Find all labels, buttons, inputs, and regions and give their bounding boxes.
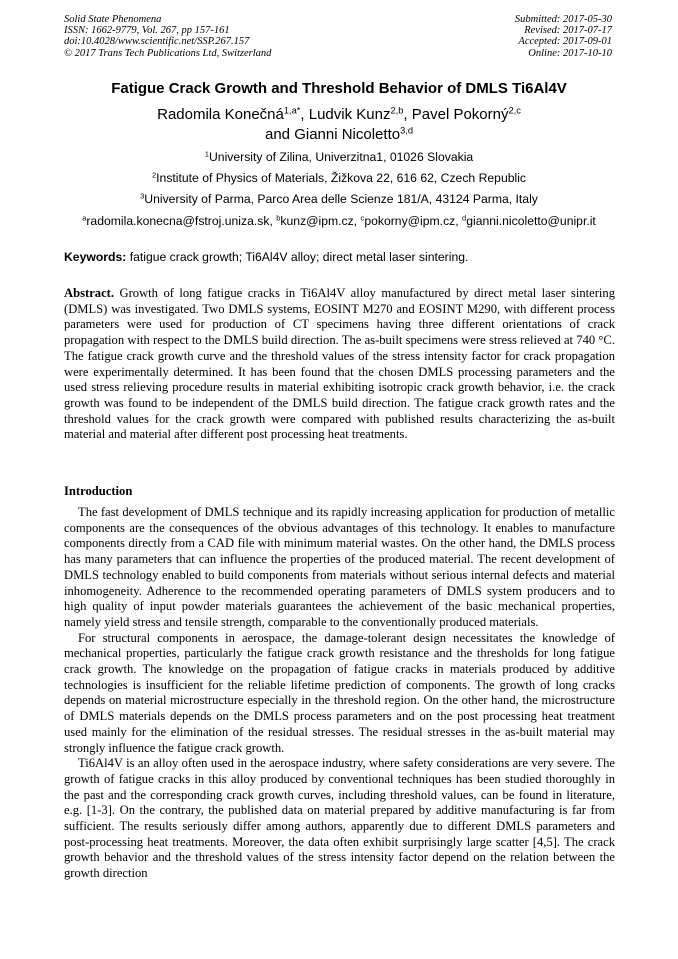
author-affiliation-mark: 2,c xyxy=(508,105,521,116)
online-date: Online: 2017-10-10 xyxy=(528,47,612,59)
journal-issn: ISSN: 1662-9779, Vol. 267, pp 157-161 xyxy=(64,25,230,37)
keywords xyxy=(64,250,620,264)
introduction-body xyxy=(64,505,615,882)
author-list: Radomila Konečná$^{1,a*}$, Ludvik Kunz$^{2,b}$, Pavel Pokorný$^{2,c}$ and Gianni Nicoletto$^{3,d}$ xyxy=(157,105,521,143)
keywords-text: fatigue crack growth; Ti6Al4V alloy; direct metal laser sintering. xyxy=(126,250,469,264)
section-heading-introduction: Introduction xyxy=(64,484,133,498)
email-link[interactable]: radomila.konecna@fstroj.uniza.sk, xyxy=(86,214,277,228)
journal-name: Solid State Phenomena xyxy=(64,14,162,25)
submitted-date: Submitted: 2017-05-30 xyxy=(514,14,612,25)
author-name: Ludvik Kunz xyxy=(308,106,391,123)
journal-doi: doi:10.4028/www.scientific.net/SSP.267.157 xyxy=(64,36,250,48)
author-name: Pavel Pokorný xyxy=(411,106,509,123)
paragraph: The fast development of DMLS technique and its rapidly increasing application for production of metallic components are the consequences of the obvious advantages of this technology. It enables to manufacture components directly from a CAD file with minimum material wastes. On the other hand, the DMLS process has many parameters that can influence the properties of the produced material. The recent development of DMLS technology enabled to build components from materials without serious internal defects and material inhomogeneity. Adherence to the recommended operating parameters of DMLS system producers and to high quality of input powder materials guarantees the achievement of the basic mechanical properties, namely yield stress and tensile strength, comparable to the conventionally produced materials. xyxy=(64,505,615,629)
paper-title: Fatigue Crack Growth and Threshold Behavior of DMLS Ti6Al4V xyxy=(111,80,567,97)
affiliation: $^2$Institute of Physics of Materials, Žižkova 22, 616 62, Czech Republic xyxy=(151,170,527,185)
email-link[interactable]: gianni.nicoletto@unipr.it xyxy=(466,214,596,228)
affiliation: $^3$University of Parma, Parco Area delle Scienze 181/A, 43124 Parma, Italy xyxy=(140,191,538,206)
revised-date: Revised: 2017-07-17 xyxy=(524,25,612,37)
journal-info xyxy=(64,14,271,59)
submission-dates xyxy=(515,14,612,59)
author-emails: $^a$radomila.konecna@fstroj.uniza.sk, $^b$kunz@ipm.cz, $^c$pokorny@ipm.cz, $^d$gianni.nicoletto@unipr.it xyxy=(82,213,596,228)
author-conjunction: and xyxy=(264,126,291,143)
paragraph: Ti6Al4V is an alloy often used in the aerospace industry, where safety considerations are very severe. The growth of fatigue cracks in this alloy produced by conventional techniques has been studied thoroughly in the past and the corresponding crack growth curves, including threshold values, can be found in literature, e.g. [1-3]. On the contrary, the published data on material prepared by additive manufacturing is far from sufficient. The results seriously differ among authors, apparently due to different DMLS parameters and post-processing heat treatments. Moreover, the data often exhibit surprisingly large scatter [4,5]. The crack growth behavior and the threshold values of the stress intensity factor depend on the relation between the growth direction xyxy=(64,756,615,881)
author-affiliation-mark: 3,d xyxy=(400,125,414,136)
author-name: Gianni Nicoletto xyxy=(294,126,401,143)
email-link[interactable]: pokorny@ipm.cz, xyxy=(364,214,463,228)
abstract-text: Growth of long fatigue cracks in Ti6Al4V alloy manufactured by direct metal laser sintering (DMLS) was investigated. Two DMLS systems, EOSINT M270 and EOSINT M290, with different process parameters were used for production of CT specimens having three different orientations of crack propagation with respect to the DMLS build direction. The as-built specimens were stress relieved at 740 °C. The fatigue crack growth curve and the threshold values of the stress intensity factor for crack propagation were experimentally determined. It has been found that the chosen DMLS processing parameters and the used stress relieving procedure results in material exhibiting isotropic crack growth behavior, i.e. the crack growth was found to be independent of the DMLS build direction. The fatigue crack growth rates and the threshold values for the crack growth were compared with published results characterizing the as-built material and material after different post processing heat treatments. xyxy=(64,286,615,442)
author-name: Radomila Konečná xyxy=(157,106,284,123)
journal-copyright: © 2017 Trans Tech Publications Ltd, Switzerland xyxy=(64,47,272,59)
author-affiliation-mark: 1,a* xyxy=(283,105,301,116)
abstract-label: Abstract. xyxy=(64,286,115,300)
keywords-label: Keywords: xyxy=(64,250,127,264)
paragraph: For structural components in aerospace, the damage-tolerant design necessitates the knowledge of mechanical properties, particularly the fatigue crack growth resistance and the thresholds for long fatigue crack growth. The knowledge on the propagation of fatigue cracks in materials produced by additive technologies is insufficient for the reliable lifetime prediction of components. The growth of long cracks depends on material microstructure especially in the threshold region. On the other hand, the microstructure of DMLS materials depends on the DMLS process parameters and on the post processing heat treatment used mainly for the elimination of the residual stresses. The residual stresses in the as-built material may strongly influence the fatigue crack growth. xyxy=(64,630,615,755)
affiliation: $^1$University of Zilina, Univerzitna1, 01026 Slovakia xyxy=(204,149,474,164)
abstract xyxy=(64,286,615,443)
email-link[interactable]: kunz@ipm.cz, xyxy=(280,214,361,228)
accepted-date: Accepted: 2017-09-01 xyxy=(518,36,612,48)
author-affiliation-mark: 2,b xyxy=(390,105,404,116)
